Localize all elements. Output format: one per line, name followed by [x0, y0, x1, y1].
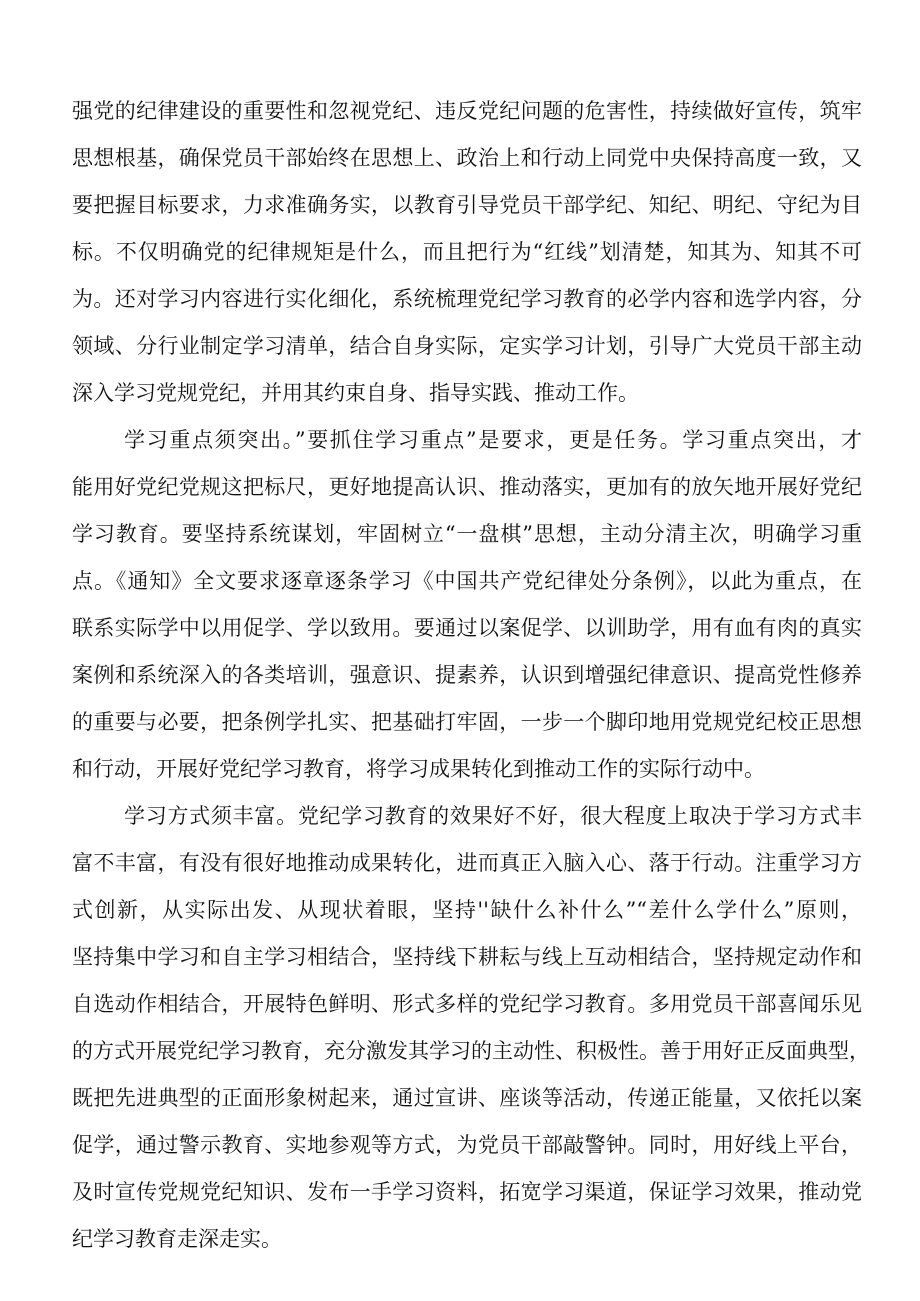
text-line: 式创新，从实际出发、从现状着眼，坚持''缺什么补什么”“差什么学什么”原则， [72, 898, 862, 922]
text-line: 思想根基，确保党员干部始终在思想上、政治上和行动上同党中央保持高度一致，又 [72, 146, 862, 170]
text-line: 学习方式须丰富。党纪学习教育的效果好不好，很大程度上取决于学习方式丰 [124, 804, 862, 828]
paragraph-discipline-importance [72, 88, 862, 417]
text-line: 坚持集中学习和自主学习相结合，坚持线下耕耘与线上互动相结合，坚持规定动作和 [72, 945, 862, 969]
text-line: 案例和系统深入的各类培训，强意识、提素养，认识到增强纪律意识、提高党性修养 [72, 663, 862, 687]
text-line: 要把握目标要求，力求准确务实，以教育引导党员干部学纪、知纪、明纪、守纪为目 [72, 193, 862, 217]
text-line: 学习教育。要坚持系统谋划，牢固树立“一盘棋”思想，主动分清主次，明确学习重 [72, 522, 862, 546]
text-line: 学习重点须突出。”要抓住学习重点”是要求，更是任务。学习重点突出，才 [124, 428, 862, 452]
text-line: 富不丰富，有没有很好地推动成果转化，进而真正入脑入心、落于行动。注重学习方 [72, 851, 862, 875]
text-line: 纪学习教育走深走实。 [72, 1227, 282, 1251]
paragraph-learning-methods [72, 793, 870, 1263]
text-line: 为。还对学习内容进行实化细化，系统梳理党纪学习教育的必学内容和选学内容，分 [72, 287, 862, 311]
text-line: 和行动，开展好党纪学习教育，将学习成果转化到推动工作的实际行动中。 [72, 757, 765, 781]
text-line: 促学，通过警示教育、实地参观等方式，为党员干部敲警钟。同时，用好线上平台， [72, 1133, 862, 1157]
text-line: 联系实际学中以用促学、学以致用。要通过以案促学、以训助学，用有血有肉的真实 [72, 616, 862, 640]
text-line: 领域、分行业制定学习清单，结合自身实际，定实学习计划，引导广大党员干部主动 [72, 334, 862, 358]
text-line: 的方式开展党纪学习教育，充分激发其学习的主动性、积极性。善于用好正反面典型， [72, 1039, 870, 1063]
text-line: 强党的纪律建设的重要性和忽视党纪、违反党纪问题的危害性，持续做好宣传，筑牢 [72, 99, 862, 123]
text-line: 能用好党纪党规这把标尺，更好地提高认识、推动落实，更加有的放矢地开展好党纪 [72, 475, 862, 499]
text-line: 标。不仅明确党的纪律规矩是什么，而且把行为“红线”划清楚，知其为、知其不可 [72, 240, 862, 264]
document-body [72, 88, 870, 1263]
text-line: 深入学习党规党纪，并用其约束自身、指导实践、推动工作。 [72, 381, 639, 405]
text-line: 的重要与必要，把条例学扎实、把基础打牢固，一步一个脚印地用党规党纪校正思想 [72, 710, 862, 734]
text-line: 点。《通知》全文要求逐章逐条学习《中国共产党纪律处分条例》，以此为重点，在 [72, 569, 862, 593]
text-line: 自选动作相结合，开展特色鲜明、形式多样的党纪学习教育。多用党员干部喜闻乐见 [72, 992, 862, 1016]
text-line: 及时宣传党规党纪知识、发布一手学习资料，拓宽学习渠道，保证学习效果，推动党 [72, 1180, 862, 1204]
paragraph-key-points [72, 417, 862, 793]
text-line: 既把先进典型的正面形象树起来，通过宣讲、座谈等活动，传递正能量，又依托以案 [72, 1086, 862, 1110]
